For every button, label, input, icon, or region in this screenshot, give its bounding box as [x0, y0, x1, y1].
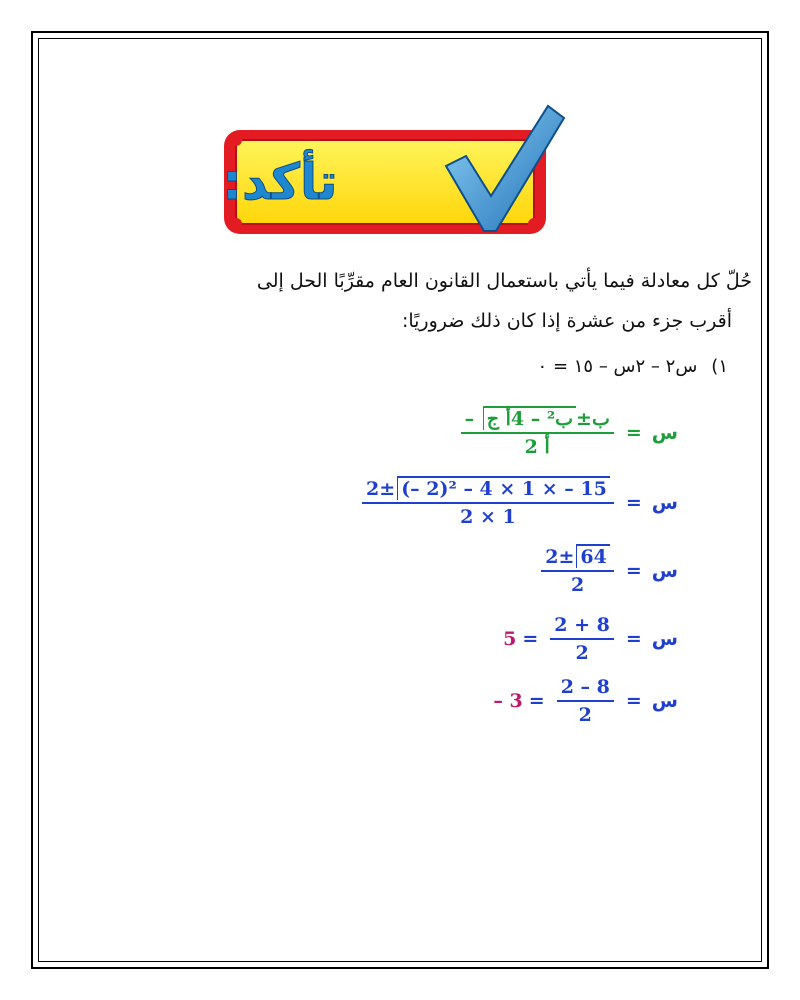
- sol1-equals-2: =: [522, 628, 539, 650]
- simp-fraction: [541, 546, 614, 596]
- instruction-line-1: حُلّ كل معادلة فيما يأتي باستعمال القانون العام مقرِّبًا الحل إلى: [256, 270, 752, 292]
- simp-b: 2: [545, 546, 559, 568]
- problem-equation: س٢ – ٢س – ١٥ = ٠: [537, 356, 698, 377]
- sub-lhs: س: [651, 492, 678, 514]
- sol1-equals: =: [625, 628, 642, 650]
- formula-equals: =: [625, 422, 642, 444]
- step-solution-1: [503, 614, 678, 664]
- confirm-banner: [222, 126, 550, 238]
- sub-equals: =: [625, 492, 642, 514]
- step-substitution: [356, 478, 678, 528]
- sol1-numerator: 2 + 8: [550, 614, 614, 640]
- step-formula: [455, 408, 678, 458]
- formula-pm: ±: [576, 408, 592, 430]
- formula-denominator: 2 أ: [524, 436, 550, 458]
- sol2-equals-2: =: [528, 690, 545, 712]
- problem-number: ١): [711, 356, 728, 377]
- simp-pm: ±: [558, 546, 575, 568]
- simp-lhs: س: [651, 560, 678, 582]
- sol1-lhs: س: [651, 628, 678, 650]
- sol2-lhs: س: [651, 690, 678, 712]
- formula-radicand: ب² – 4أ ج: [483, 406, 576, 430]
- problem-1: [538, 356, 728, 377]
- sub-b: 2: [366, 478, 380, 500]
- sol1-denominator: 2: [575, 642, 589, 664]
- sub-fraction: [362, 478, 614, 528]
- simp-radicand: 64: [576, 544, 609, 568]
- sol2-numerator: 2 – 8: [557, 676, 614, 702]
- formula-lhs: س: [651, 422, 678, 444]
- sol2-fraction: [557, 676, 614, 726]
- banner-title: تأكد:: [222, 153, 338, 211]
- step-solution-2: [493, 676, 678, 726]
- sub-radicand: (– 2)² – 4 × 1 × – 15: [397, 476, 610, 500]
- formula-fraction: [461, 408, 614, 458]
- simp-denominator: 2: [570, 574, 585, 596]
- instruction-line-2: أقرب جزء من عشرة إذا كان ذلك ضروريًا:: [401, 310, 732, 332]
- sub-pm: ±: [379, 478, 396, 500]
- simp-equals: =: [625, 560, 642, 582]
- formula-neg-b: – ب: [464, 408, 610, 430]
- sub-denominator: 2 × 1: [460, 506, 516, 528]
- sol2-denominator: 2: [578, 704, 592, 726]
- step-simplify: [535, 546, 678, 596]
- sol1-fraction: [550, 614, 614, 664]
- sol2-equals: =: [625, 690, 642, 712]
- sol1-result: 5: [503, 628, 517, 650]
- sol2-result: – 3: [493, 690, 523, 712]
